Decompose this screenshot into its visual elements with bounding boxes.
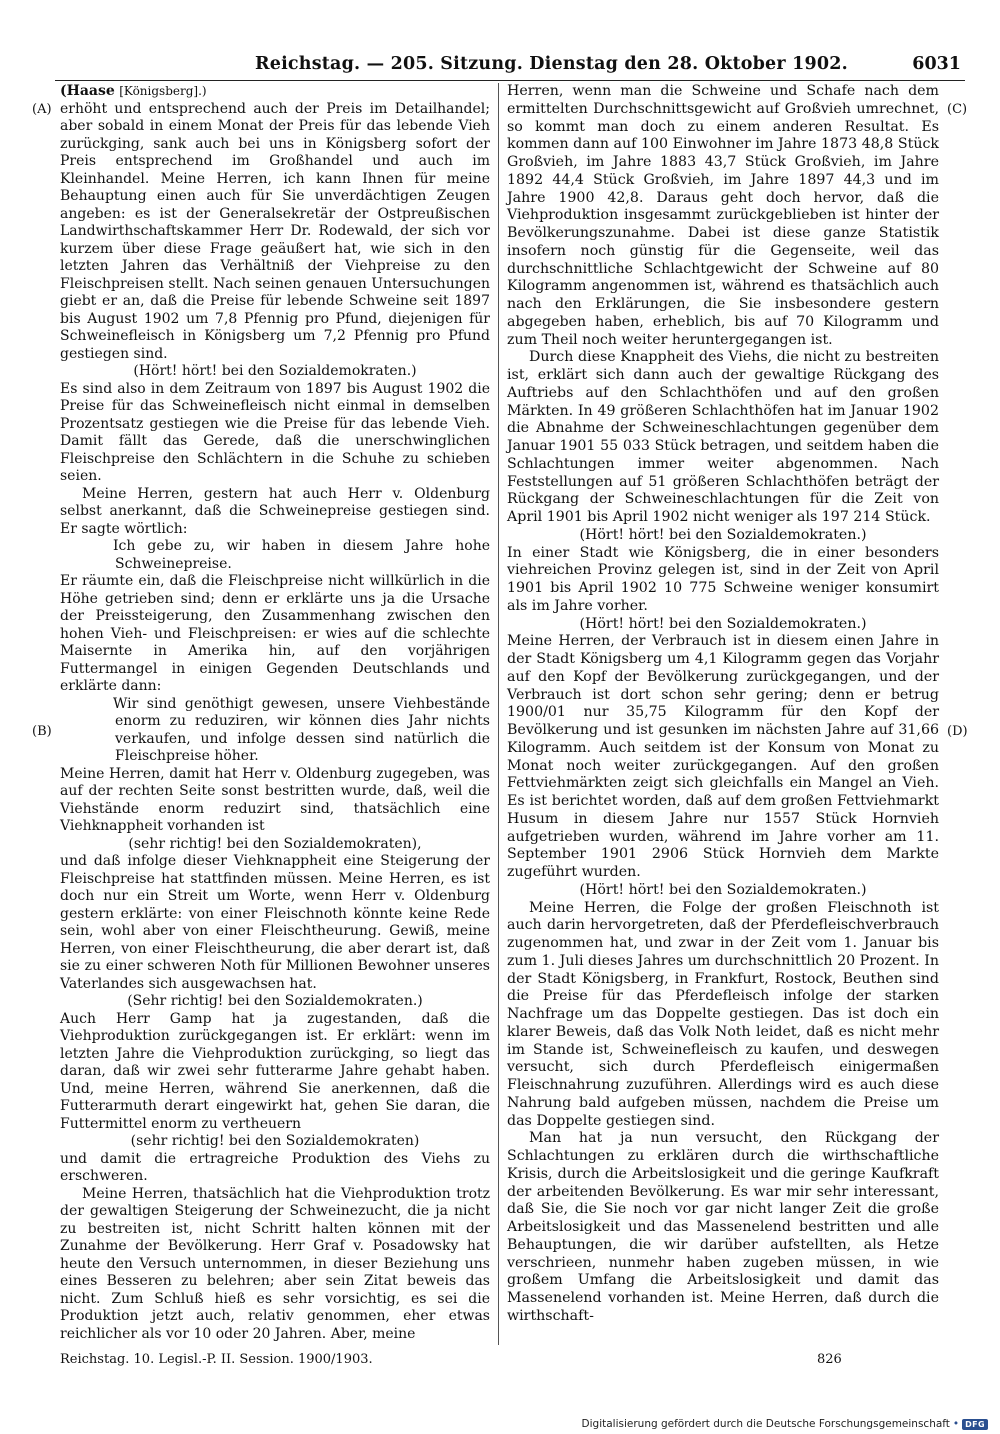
quotation: Wir sind genöthigt gewesen, unsere Viehbestände enorm zu reduziren, wir können dies Jahr nichts verkaufen, und infolge dessen sind natürlich die Fleischpreise höher. [113,695,490,764]
paragraph: Durch diese Knappheit des Viehs, die nicht zu bestreiten ist, erklärt sich dann auch der gewaltige Rückgang des Auftriebs auf den Schlachthöfen und auf den großen Märkten. In 49 größeren Schlachthöfen hat im Januar 1902 die Abnahme der Schweineschlachtungen gegenüber dem Januar 1901 55 033 Stück betragen, und seitdem haben die Schlachtungen immer weiter abgenommen. Nach Feststellungen auf 51 größeren Schlachthöfen beträgt der Rückgang der Schweineschlachtungen für die Zeit von April 1901 bis April 1902 nicht weniger als 197 214 Stück. [507,349,939,525]
paragraph: Man hat ja nun versucht, den Rückgang der Schlachtungen zu erklären durch die wirthschaftliche Krisis, durch die Arbeitslosigkeit und die geringe Kaufkraft der arbeitenden Bevölkerung. Es war mir sehr interessant, daß Sie, die Sie noch vor gar nicht langer Zeit die große Arbeitslosigkeit und das Massenelend bestritten und alle Behauptungen, die wir darüber aufstellten, als Hetze verschrieen, nunmehr haben zugeben müssen, in wie großem Umfang die Arbeitslosigkeit und damit das Massenelend vorhanden ist. Meine Herren, daß durch die wirthschaft- [507,1130,939,1324]
interjection: (Hört! hört! bei den Sozialdemokraten.) [133,363,417,379]
page-header [55,52,965,81]
paragraph: Meine Herren, gestern hat auch Herr v. Oldenburg selbst anerkannt, daß die Schweinepreise gestiegen sind. Er sagte wörtlich: [60,485,490,537]
interjection: (Hört! hört! bei den Sozialdemokraten.) [579,526,867,543]
margin-marker-a: (A) [32,102,52,117]
header-page-number: 6031 [912,54,961,74]
paragraph: Meine Herren, der Verbrauch ist in diesem einen Jahre in der Stadt Königsberg um 4,1 Kilogramm gegen das Vorjahr auf den Kopf der Bevölkerung zurückgegangen, und der Verbrauch ist dort schon sehr gering; denn er betrug 1900/01 nur 35,75 Kilogramm für den Kopf der Bevölkerung und ist gesunken im nächsten Jahre auf 31,66 Kilogramm. Auch seitdem ist der Konsum von Monat zu Monat noch weiter zurückgegangen. Auf den großen Fettviehmärkten zeigt sich gleichfalls ein Mangel an Vieh. Es ist berichtet worden, daß auf dem großen Fettviehmarkt Husum in diesem Jahre nur 1557 Stück Hornvieh aufgetrieben wurden, während im Jahre vorher am 11. September 1901 2906 Stück Hornvieh dem Markte zugeführt wurden. [507,633,939,880]
left-text-column [60,83,490,1343]
interjection: (sehr richtig! bei den Sozialdemokraten) [130,1133,420,1149]
digitization-credit [582,1418,988,1430]
speaker-name: (Haase [60,83,115,99]
interjection: (Hört! hört! bei den Sozialdemokraten.) [579,615,867,632]
interjection: (Hört! hört! bei den Sozialdemokraten.) [579,881,867,898]
speaker-line [60,83,490,101]
paragraph: Meine Herren, damit hat Herr v. Oldenburg zugegeben, was auf der rechten Seite sonst bestritten wurde, daß, weil die Viehstände enorm reduzirt sind, thatsächlich eine Viehknappheit vorhanden ist [60,765,490,834]
paragraph: Auch Herr Gamp hat ja zugestanden, daß die Viehproduktion zurückgegangen ist. Er erklärt: wenn im letzten Jahre die Viehproduktion zurückging, so liegt das daran, daß wir zwei sehr futterarme Jahre gehabt haben. Und, meine Herren, während Sie anerkennen, daß die Futterarmuth derart eingewirkt hat, gehen Sie daran, die Futtermittel enorm zu vertheuern [60,1010,490,1132]
credit-text: Digitalisierung gefördert durch die Deutsche Forschungsgemeinschaft [581,1418,950,1430]
dfg-logo: DFG [962,1419,988,1430]
quotation: Ich gebe zu, wir haben in diesem Jahre hohe Schweinepreise. [113,538,490,572]
right-text-column [507,83,939,1326]
header-title: Reichstag. — 205. Sitzung. Dienstag den 28. Oktober 1902. [255,54,848,74]
margin-marker-c: (C) [947,102,968,117]
interjection: (Sehr richtig! bei den Sozialdemokraten.) [127,993,423,1009]
paragraph: erhöht und entsprechend auch der Preis im Detailhandel; aber sobald in einem Monat der Preis für das lebende Vieh zurückging, sank auch bei uns in Königsberg sofort der Preis entsprechend im Großhandel und auch im Kleinhandel. Meine Herren, ich kann Ihnen für meine Behauptung einen auch für Sie unverdächtigen Zeugen angeben: es ist der Generalsekretär der Ostpreußischen Landwirthschaftskammer Herr Dr. Rodewald, der sich vor kurzem über diese Frage geäußert hat, wie sich in den letzten Jahren das Verhältniß der Viehpreise zu den Fleischpreisen stellt. Nach seinen genauen Untersuchungen giebt er an, daß die Preise für lebende Schweine seit 1897 bis August 1902 um 7,8 Pfennig pro Pfund, diejenigen für Schweinefleisch in Königsberg um 7,2 Pfennig pro Pfund gestiegen sind. [60,100,490,362]
speaker-location: [Königsberg].) [119,84,207,98]
paragraph: und damit die ertragreiche Produktion des Viehs zu erschweren. [60,1150,490,1184]
paragraph: In einer Stadt wie Königsberg, die in einer besonders viehreichen Provinz gelegen ist, sind in der Zeit von April 1901 bis April 1902 10 775 Schweine weniger konsumirt als im Jahre vorher. [507,544,939,614]
footer-session-info: Reichstag. 10. Legisl.-P. II. Session. 1900/1903. [60,1352,373,1367]
paragraph: Meine Herren, die Folge der großen Fleischnoth ist auch darin hervorgetreten, daß der Pferdefleischverbrauch zugenommen hat, und zwar in der Zeit vom 1. Januar bis zum 1. Juli dieses Jahres um durchschnittlich 20 Prozent. In der Stadt Königsberg, in Frankfurt, Rostock, Beuthen sind die Preise für das Pferdefleisch infolge der starken Nachfrage um das Doppelte gestiegen. Das ist doch ein klarer Beweis, daß das Volk Noth leidet, daß es nicht mehr im Stande ist, Schweinefleisch zu kaufen, und deswegen versucht, sich durch Pferdefleisch einigermaßen Fleischnahrung zuzuführen. Allerdings wird es auch diese Nahrung bald aufgeben müssen, nachdem die Preise um das Doppelte gestiegen sind. [507,899,939,1129]
credit-separator-icon: • [952,1418,960,1430]
margin-marker-b: (B) [32,724,52,739]
paragraph: Er räumte ein, daß die Fleischpreise nicht willkürlich in die Höhe getrieben sind; denn er erklärte uns ja die Ursache der Preissteigerung, den Zusammenhang zwischen den hohen Vieh- und Fleischpreisen: er wies auf die schlechte Maisernte in Amerika hin, auf den vorjährigen Futtermangel in einigen Gegenden Deutschlands und erklärte dann: [60,573,490,694]
margin-marker-d: (D) [947,724,968,739]
column-divider [498,83,499,1345]
interjection: (sehr richtig! bei den Sozialdemokraten), [128,835,422,852]
paragraph: und daß infolge dieser Viehknappheit eine Steigerung der Fleischpreise hat stattfinden müssen. Meine Herren, es ist doch nur ein Streit um Worte, wenn Herr v. Oldenburg gestern erklärte: von einer Fleischnoth könnte keine Rede sein, wohl aber von einer Fleischtheurung. Gewiß, meine Herren, von einer Fleischtheurung, die aber derart ist, daß sie zu einer schweren Noth für Millionen Bewohner unseres Vaterlandes sich ausgewachsen hat. [60,853,490,992]
footer-sheet-number: 826 [817,1352,842,1367]
paragraph: Es sind also in dem Zeitraum von 1897 bis August 1902 die Preise für das Schweinefleisch nicht einmal in demselben Prozentsatz gestiegen wie die Preise für das lebende Vieh. Damit fällt das Gerede, daß die unerschwinglichen Fleischpreise den Schlächtern in die Schuhe zu schieben seien. [60,380,490,484]
paragraph: Meine Herren, thatsächlich hat die Viehproduktion trotz der gewaltigen Steigerung der Schweinezucht, die ja nicht zu bestreiten ist, nicht Schritt halten können mit der Zunahme der Bevölkerung. Herr Graf v. Posadowsky hat heute den Versuch unternommen, in dieser Beziehung uns eines Besseren zu belehren; aber sein Zitat beweis das nicht. Zum Schluß hieß es sehr vorsichtig, es sei die Produktion jetzt auch, relativ genommen, eher etwas reichlicher als vor 10 oder 20 Jahren. Aber, meine [60,1185,490,1342]
paragraph: Herren, wenn man die Schweine und Schafe nach dem ermittelten Durchschnittsgewicht auf Großvieh umrechnet, so kommt man doch zu einem anderen Resultat. Es kommen dann auf 100 Einwohner im Jahre 1873 48,8 Stück Großvieh, im Jahre 1883 43,7 Stück Großvieh, im Jahre 1892 44,4 Stück Großvieh, im Jahre 1897 44,3 und im Jahre 1900 42,8. Daraus geht doch hervor, daß die Viehproduktion insgesammt zurückgeblieben ist hinter der Bevölkerungszunahme. Dabei ist diese ganze Statistik insofern noch günstig für die Gegenseite, weil das durchschnittliche Schlachtgewicht der Schweine auf 80 Kilogramm angenommen ist, während es thatsächlich auch nach den Erklärungen, die Sie insbesondere gestern abgegeben haben, erheblich, bis auf 70 Kilogramm und zum Theil noch weiter heruntergegangen ist. [507,83,939,348]
